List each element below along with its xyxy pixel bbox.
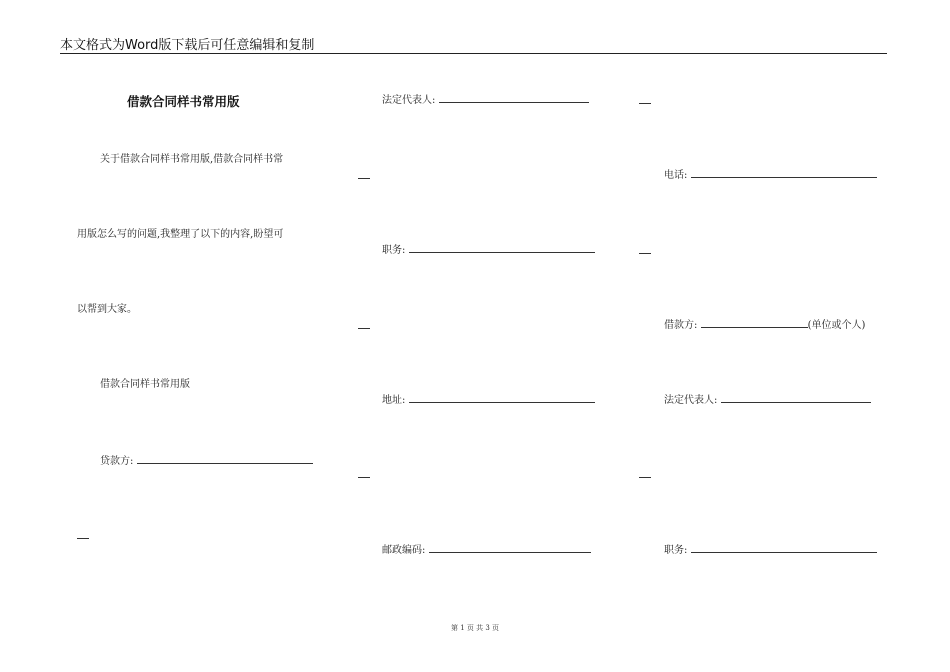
lender-label: 贷款方:: [100, 456, 134, 467]
intro-line-3: 以帮到大家。: [77, 304, 137, 315]
blank-dash: [639, 103, 651, 104]
borrower-position-label: 职务:: [664, 545, 688, 556]
page-number: 第 1 页 共 3 页: [450, 624, 500, 632]
phone-blank: [691, 168, 877, 178]
blank-dash: [639, 477, 651, 478]
postcode-label: 邮政编码:: [382, 545, 426, 556]
intro-line-1: 关于借款合同样书常用版,借款合同样书常: [100, 154, 284, 165]
postcode-blank: [429, 543, 591, 553]
document-header: [60, 33, 887, 54]
borrower-position-field: [664, 543, 877, 557]
position-blank: [409, 243, 595, 253]
legal-rep-blank: [439, 93, 589, 103]
address-field: [382, 393, 595, 407]
borrower-note: (单位或个人): [807, 320, 866, 331]
blank-dash: [77, 538, 89, 539]
borrower-label: 借款方:: [664, 320, 698, 331]
blank-dash: [358, 328, 370, 329]
borrower-legal-rep-label: 法定代表人:: [664, 395, 718, 406]
legal-rep-field: [382, 93, 589, 107]
lender-field: [100, 454, 313, 468]
borrower-field: [664, 318, 865, 332]
address-label: 地址:: [382, 395, 406, 406]
blank-dash: [639, 253, 651, 254]
intro-line-2: 用版怎么写的问题,我整理了以下的内容,盼望可: [77, 229, 284, 240]
header-title: 本文格式为Word版下载后可任意编辑和复制: [60, 38, 315, 53]
blank-dash: [358, 477, 370, 478]
phone-field: [664, 168, 877, 182]
borrower-legal-rep-field: [664, 393, 871, 407]
address-blank: [409, 393, 595, 403]
legal-rep-label: 法定代表人:: [382, 95, 436, 106]
document-heading: 借款合同样书常用版: [127, 94, 240, 109]
blank-dash: [358, 178, 370, 179]
postcode-field: [382, 543, 591, 557]
borrower-blank: [701, 318, 808, 328]
position-field: [382, 243, 595, 257]
lender-blank: [137, 454, 313, 464]
phone-label: 电话:: [664, 170, 688, 181]
subheading: 借款合同样书常用版: [100, 379, 190, 390]
position-label: 职务:: [382, 245, 406, 256]
borrower-position-blank: [691, 543, 877, 553]
borrower-legal-rep-blank: [721, 393, 871, 403]
